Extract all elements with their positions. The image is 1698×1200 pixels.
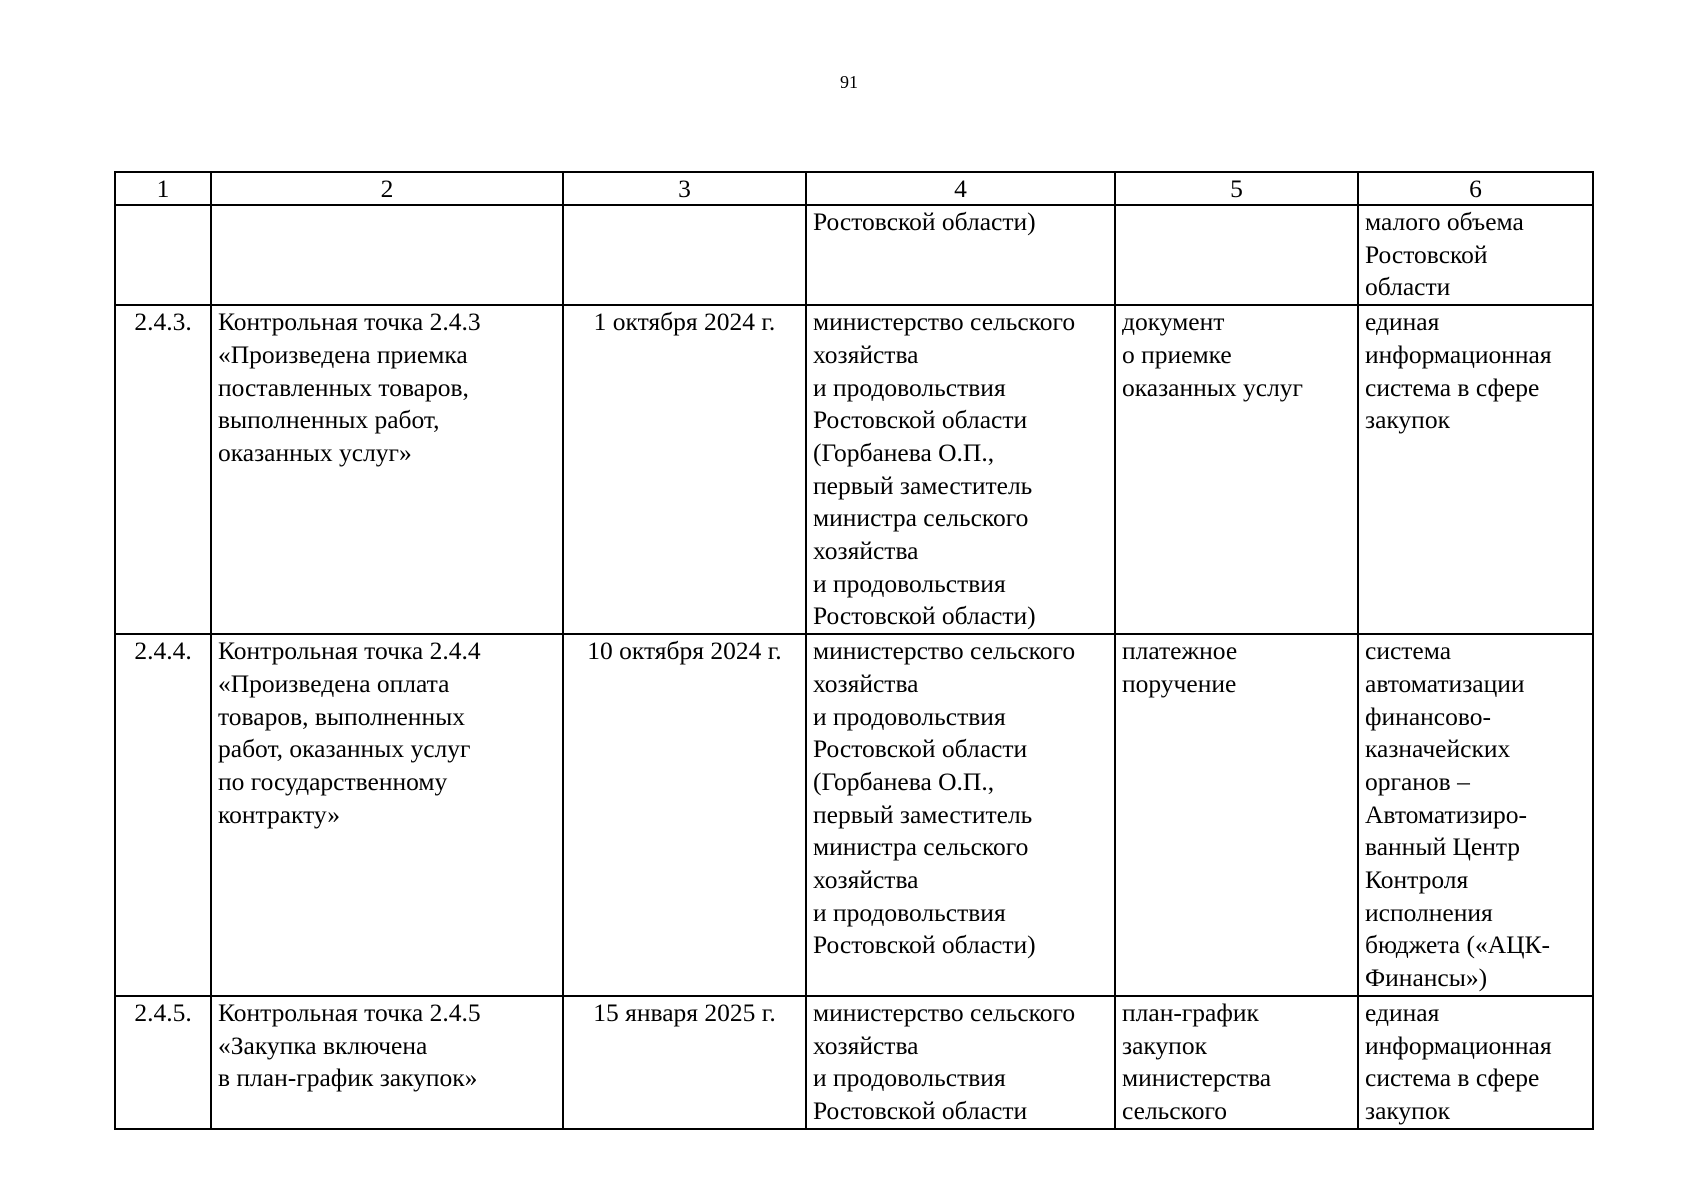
date-cell: 10 октября 2024 г. bbox=[563, 634, 806, 996]
column-header: 6 bbox=[1358, 172, 1593, 205]
information-system-cell: система автоматизации финансово- казначейских органов – Автоматизиро- ванный Центр Контроля исполнения бюджета («АЦК- Финансы») bbox=[1358, 634, 1593, 996]
responsible-cell: министерство сельского хозяйства и продовольствия Ростовской области (Горбанева О.П., первый заместитель министра сельского хозяйства и продовольствия Ростовской области) bbox=[806, 305, 1115, 634]
column-header: 1 bbox=[115, 172, 211, 205]
responsible-cell: министерство сельского хозяйства и продовольствия Ростовской области bbox=[806, 996, 1115, 1129]
table-header-row bbox=[115, 172, 1593, 205]
information-system-cell: единая информационная система в сфере закупок bbox=[1358, 996, 1593, 1129]
date-cell bbox=[563, 205, 806, 305]
document-cell: документ о приемке оказанных услуг bbox=[1115, 305, 1358, 634]
control-point-name-cell: Контрольная точка 2.4.4 «Произведена оплата товаров, выполненных работ, оказанных услуг по государственному контракту» bbox=[211, 634, 563, 996]
date-cell: 1 октября 2024 г. bbox=[563, 305, 806, 634]
control-point-name-cell: Контрольная точка 2.4.3 «Произведена приемка поставленных товаров, выполненных работ, оказанных услуг» bbox=[211, 305, 563, 634]
column-header: 5 bbox=[1115, 172, 1358, 205]
table-row bbox=[115, 996, 1593, 1129]
control-point-name-cell bbox=[211, 205, 563, 305]
responsible-cell: министерство сельского хозяйства и продовольствия Ростовской области (Горбанева О.П., первый заместитель министра сельского хозяйства и продовольствия Ростовской области) bbox=[806, 634, 1115, 996]
row-number-cell bbox=[115, 205, 211, 305]
row-number-cell: 2.4.4. bbox=[115, 634, 211, 996]
column-header: 2 bbox=[211, 172, 563, 205]
column-header: 4 bbox=[806, 172, 1115, 205]
control-points-table bbox=[114, 171, 1594, 1130]
information-system-cell: единая информационная система в сфере закупок bbox=[1358, 305, 1593, 634]
document-cell: платежное поручение bbox=[1115, 634, 1358, 996]
document-cell bbox=[1115, 205, 1358, 305]
table-row bbox=[115, 305, 1593, 634]
row-number-cell: 2.4.3. bbox=[115, 305, 211, 634]
responsible-cell: Ростовской области) bbox=[806, 205, 1115, 305]
column-header: 3 bbox=[563, 172, 806, 205]
control-point-name-cell: Контрольная точка 2.4.5 «Закупка включена в план-график закупок» bbox=[211, 996, 563, 1129]
information-system-cell: малого объема Ростовской области bbox=[1358, 205, 1593, 305]
row-number-cell: 2.4.5. bbox=[115, 996, 211, 1129]
table-row bbox=[115, 205, 1593, 305]
date-cell: 15 января 2025 г. bbox=[563, 996, 806, 1129]
page-number: 91 bbox=[840, 72, 858, 92]
document-cell: план-график закупок министерства сельского bbox=[1115, 996, 1358, 1129]
table-row bbox=[115, 634, 1593, 996]
